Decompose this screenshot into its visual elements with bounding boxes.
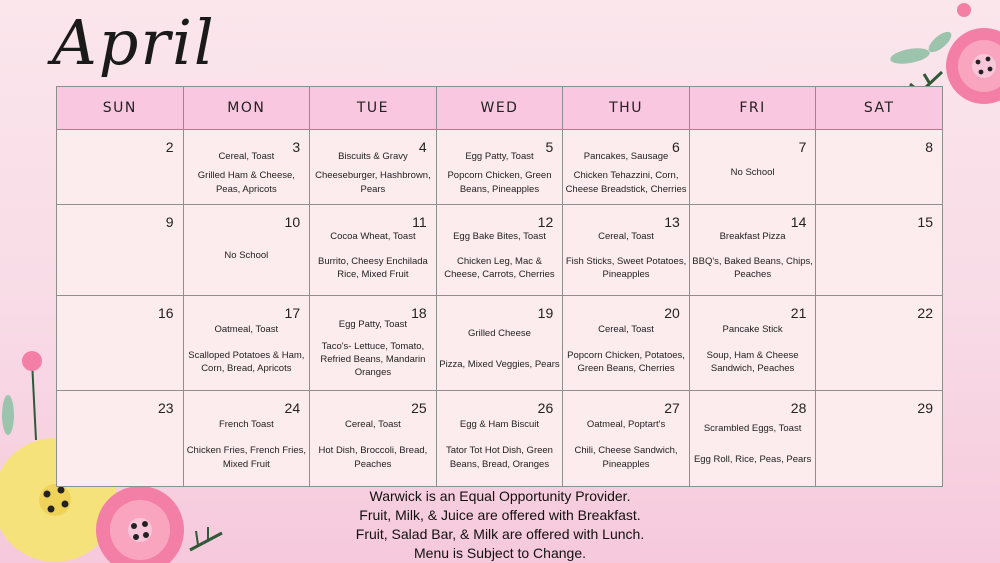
day-number: 20 bbox=[664, 305, 680, 321]
day-cell bbox=[57, 296, 184, 391]
footer-line: Fruit, Salad Bar, & Milk are offered with Lunch. bbox=[355, 526, 645, 542]
calendar-grid bbox=[56, 86, 943, 487]
footer-line: Warwick is an Equal Opportunity Provider. bbox=[369, 488, 631, 504]
meal-list bbox=[439, 144, 561, 202]
meal-list bbox=[565, 219, 687, 293]
day-number: 16 bbox=[157, 305, 174, 321]
breakfast-item: Oatmeal, Poptart's bbox=[586, 419, 666, 431]
day-cell bbox=[563, 130, 690, 205]
weekday-header: WED bbox=[436, 87, 563, 130]
day-cell bbox=[183, 296, 310, 391]
day-number: 12 bbox=[537, 214, 554, 230]
day-cell bbox=[816, 205, 943, 296]
lunch-item: Popcorn Chicken, Potatoes, Green Beans, Cherries bbox=[567, 349, 685, 374]
day-cell bbox=[563, 296, 690, 391]
breakfast-item: Egg Bake Bites, Toast bbox=[453, 231, 546, 243]
day-cell bbox=[183, 205, 310, 296]
lunch-item: Chicken Fries, French Fries, Mixed Fruit bbox=[186, 445, 306, 470]
day-cell bbox=[563, 205, 690, 296]
day-cell bbox=[183, 130, 310, 205]
meal-list bbox=[692, 310, 814, 388]
lunch-item: Chicken Leg, Mac & Cheese, Carrots, Cherries bbox=[444, 256, 555, 281]
meal-list bbox=[565, 310, 687, 388]
day-cell bbox=[689, 130, 816, 205]
lunch-item: Tator Tot Hot Dish, Green Beans, Bread, Oranges bbox=[445, 445, 553, 470]
day-number: 18 bbox=[411, 305, 427, 321]
lunch-item: Burrito, Cheesy Enchilada Rice, Mixed Fruit bbox=[317, 256, 428, 281]
lunch-item: Popcorn Chicken, Green Beans, Pineapples bbox=[447, 170, 552, 195]
meal-list bbox=[312, 144, 434, 202]
day-cell bbox=[436, 130, 563, 205]
day-number: 19 bbox=[537, 305, 554, 321]
day-cell bbox=[816, 130, 943, 205]
day-number: 9 bbox=[165, 214, 174, 230]
day-cell bbox=[689, 205, 816, 296]
day-note: No School bbox=[730, 167, 775, 179]
day-number: 6 bbox=[672, 139, 680, 155]
meal-list bbox=[439, 405, 561, 484]
meal-list bbox=[565, 144, 687, 202]
day-cell bbox=[57, 391, 184, 487]
day-number: 11 bbox=[412, 214, 427, 230]
lunch-item: Grilled Ham & Cheese, Peas, Apricots bbox=[197, 170, 295, 195]
breakfast-item: Egg Patty, Toast bbox=[465, 151, 534, 163]
lunch-item: BBQ's, Baked Beans, Chips, Peaches bbox=[692, 256, 813, 281]
day-number: 27 bbox=[664, 400, 680, 416]
lunch-item: Soup, Ham & Cheese Sandwich, Peaches bbox=[706, 349, 799, 374]
breakfast-item: Breakfast Pizza bbox=[719, 231, 786, 243]
day-cell bbox=[436, 205, 563, 296]
lunch-item: Cheeseburger, Hashbrown, Pears bbox=[315, 170, 431, 195]
footer-notes bbox=[0, 487, 1000, 563]
day-cell bbox=[57, 130, 184, 205]
meal-list bbox=[692, 219, 814, 293]
day-cell bbox=[816, 391, 943, 487]
lunch-item: Fish Sticks, Sweet Potatoes, Pineapples bbox=[565, 256, 687, 281]
week-row bbox=[57, 205, 943, 296]
breakfast-item: Biscuits & Gravy bbox=[338, 151, 408, 163]
breakfast-item: Oatmeal, Toast bbox=[214, 323, 279, 335]
week-row bbox=[57, 296, 943, 391]
weekday-header-row bbox=[57, 87, 943, 130]
breakfast-item: Grilled Cheese bbox=[468, 328, 531, 340]
day-cell bbox=[563, 391, 690, 487]
day-number: 2 bbox=[165, 139, 174, 155]
meal-list bbox=[312, 219, 434, 293]
day-number: 5 bbox=[545, 139, 554, 155]
weekday-header: SUN bbox=[57, 87, 184, 130]
day-number: 23 bbox=[157, 400, 174, 416]
day-note: No School bbox=[224, 250, 269, 262]
lunch-item: Chili, Cheese Sandwich, Pineapples bbox=[574, 445, 678, 470]
day-cell bbox=[436, 296, 563, 391]
breakfast-item: Pancakes, Sausage bbox=[583, 151, 669, 163]
lunch-item: Scalloped Potatoes & Ham, Corn, Bread, Apricots bbox=[188, 349, 305, 374]
meal-list bbox=[186, 219, 308, 293]
day-number: 14 bbox=[790, 214, 807, 230]
day-number: 21 bbox=[790, 305, 807, 321]
day-cell bbox=[689, 296, 816, 391]
day-number: 3 bbox=[292, 139, 301, 155]
breakfast-item: Cereal, Toast bbox=[218, 151, 275, 163]
day-number: 24 bbox=[284, 400, 301, 416]
day-cell bbox=[310, 391, 437, 487]
breakfast-item: Scrambled Eggs, Toast bbox=[703, 423, 802, 435]
lunch-item: Pizza, Mixed Veggies, Pears bbox=[439, 358, 560, 370]
day-number: 28 bbox=[790, 400, 807, 416]
footer-line: Menu is Subject to Change. bbox=[414, 545, 586, 561]
meal-list bbox=[186, 310, 308, 388]
lunch-item: Hot Dish, Broccoli, Bread, Peaches bbox=[318, 445, 428, 470]
day-number: 4 bbox=[418, 139, 427, 155]
day-cell bbox=[436, 391, 563, 487]
day-cell bbox=[310, 130, 437, 205]
breakfast-item: Cereal, Toast bbox=[345, 419, 401, 431]
breakfast-item: Pancake Stick bbox=[722, 323, 783, 335]
day-number: 29 bbox=[917, 400, 933, 416]
day-number: 25 bbox=[411, 400, 427, 416]
day-number: 10 bbox=[284, 214, 301, 230]
week-row bbox=[57, 391, 943, 487]
lunch-item: Taco's- Lettuce, Tomato, Refried Beans, Mandarin Oranges bbox=[320, 340, 426, 379]
weekday-header: TUE bbox=[310, 87, 437, 130]
day-number: 15 bbox=[917, 214, 933, 230]
day-number: 13 bbox=[664, 214, 680, 230]
breakfast-item: Cereal, Toast bbox=[598, 231, 654, 243]
lunch-item: Egg Roll, Rice, Peas, Pears bbox=[693, 454, 812, 466]
day-number: 7 bbox=[798, 139, 807, 155]
day-cell bbox=[310, 296, 437, 391]
breakfast-item: French Toast bbox=[218, 419, 274, 431]
footer-line: Fruit, Milk, & Juice are offered with Breakfast. bbox=[359, 507, 641, 523]
weekday-header: SAT bbox=[816, 87, 943, 130]
day-number: 17 bbox=[284, 305, 301, 321]
meal-list bbox=[312, 310, 434, 388]
breakfast-item: Egg Patty, Toast bbox=[338, 319, 408, 331]
small-pink-flower-icon bbox=[957, 3, 971, 17]
meal-list bbox=[565, 405, 687, 484]
weekday-header: FRI bbox=[689, 87, 816, 130]
day-number: 26 bbox=[537, 400, 554, 416]
breakfast-item: Cereal, Toast bbox=[598, 323, 654, 335]
day-cell bbox=[816, 296, 943, 391]
day-cell bbox=[310, 205, 437, 296]
meal-list bbox=[439, 310, 561, 388]
day-cell bbox=[57, 205, 184, 296]
meal-list bbox=[186, 405, 308, 484]
week-row bbox=[57, 130, 943, 205]
day-cell bbox=[183, 391, 310, 487]
breakfast-item: Cocoa Wheat, Toast bbox=[330, 231, 416, 243]
meal-list bbox=[439, 219, 561, 293]
pink-flower-icon bbox=[946, 28, 1000, 104]
meal-list bbox=[186, 144, 308, 202]
day-cell bbox=[689, 391, 816, 487]
month-title: April bbox=[52, 6, 216, 79]
breakfast-item: Egg & Ham Biscuit bbox=[459, 419, 540, 431]
weekday-header: MON bbox=[183, 87, 310, 130]
meal-list bbox=[692, 144, 814, 202]
day-number: 22 bbox=[917, 305, 933, 321]
meal-list bbox=[692, 405, 814, 484]
weekday-header: THU bbox=[563, 87, 690, 130]
small-pink-flower-icon bbox=[22, 351, 42, 371]
day-number: 8 bbox=[925, 139, 933, 155]
lunch-item: Chicken Tehazzini, Corn, Cheese Breadstick, Cherries bbox=[565, 170, 687, 195]
meal-list bbox=[312, 405, 434, 484]
